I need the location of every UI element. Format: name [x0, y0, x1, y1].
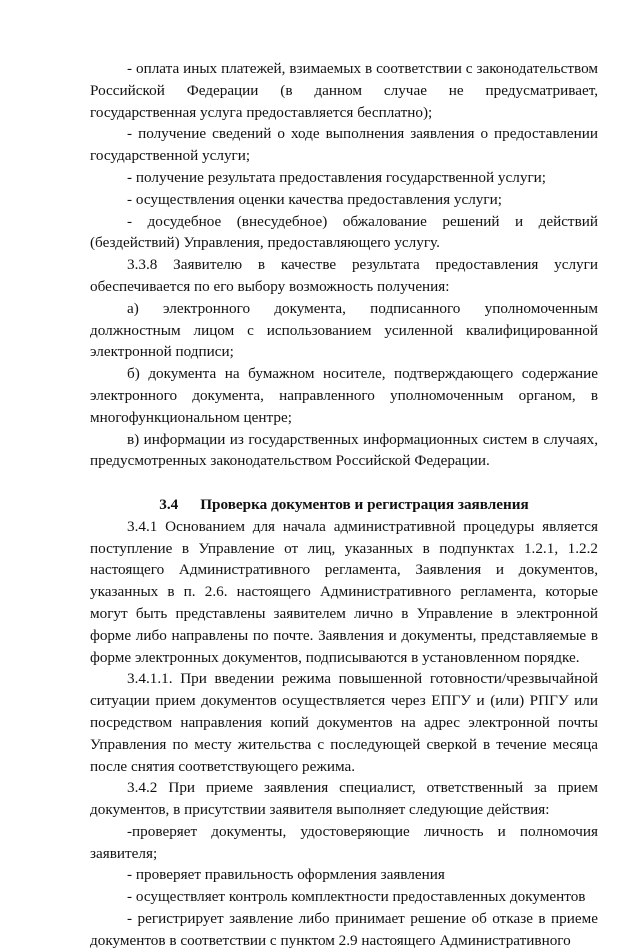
paragraph: - регистрирует заявление либо принимает решение об отказе в приеме документов в соответствии с пунктом 2.9 настоящего Административного — [90, 910, 598, 949]
document-page — [90, 58, 598, 952]
paragraph: - досудебное (внесудебное) обжалование решений и действий (бездействий) Управления, предоставляющего услугу. — [90, 212, 598, 252]
paragraph: - получение результата предоставления государственной услуги; — [127, 168, 547, 186]
paragraph: - осуществления оценки качества предоставления услуги; — [127, 190, 502, 208]
section-number: 3.4 — [159, 495, 179, 513]
paragraph: - получение сведений о ходе выполнения заявления о предоставлении государственной услуги; — [90, 125, 598, 165]
paragraph: 3.4.2 При приеме заявления специалист, ответственный за прием документов, в присутствии заявителя выполняет следующие действия: — [90, 779, 598, 819]
paragraph: - проверяет правильность оформления заявления — [127, 866, 445, 884]
section-heading — [90, 494, 598, 516]
paragraph: 3.3.8 Заявителю в качестве результата предоставления услуги обеспечивается по его выбору возможность получения: — [90, 256, 598, 295]
paragraph: - оплата иных платежей, взимаемых в соответствии с законодательством Российской Федерации (в данном случае не предусматривает, государственная услуга предоставляется бесплатно); — [90, 60, 598, 121]
paragraph: б) документа на бумажном носителе, подтверждающего содержание электронного документа, направленного уполномоченным органом, в многофункциональном центре; — [90, 365, 598, 426]
paragraph: 3.4.1 Основанием для начала административной процедуры является поступление в Управление от лиц, указанных в подпунктах 1.2.1, 1.2.2 настоящего Административного регламента, Заявления и документов, указанных в п. 2.6. настоящего Административного регламента, которые могут быть представлены заявителем лично в Управление в электронной форме либо направлены по почте. Заявления и документы, представляемые в форме электронных документов, подписываются в установленном порядке. — [90, 517, 598, 666]
section-title: Проверка документов и регистрация заявления — [200, 495, 529, 513]
paragraph: а) электронного документа, подписанного уполномоченным должностным лицом с использованием усиленной квалифицированной электронной подписи; — [90, 299, 598, 361]
paragraph: -проверяет документы, удостоверяющие личность и полномочия заявителя; — [90, 822, 598, 862]
paragraph: 3.4.1.1. При введении режима повышенной готовности/чрезвычайной ситуации прием документов осуществляется через ЕПГУ и (или) РПГУ или посредством направления копий документов на адрес электронной почты Управления по месту жительства с последующей сверкой в течение месяца после снятия соответствующего режима. — [90, 670, 598, 775]
paragraph: в) информации из государственных информационных систем в случаях, предусмотренных законодательством Российской Федерации. — [90, 430, 598, 470]
paragraph: - осуществляет контроль комплектности предоставленных документов — [127, 888, 586, 906]
